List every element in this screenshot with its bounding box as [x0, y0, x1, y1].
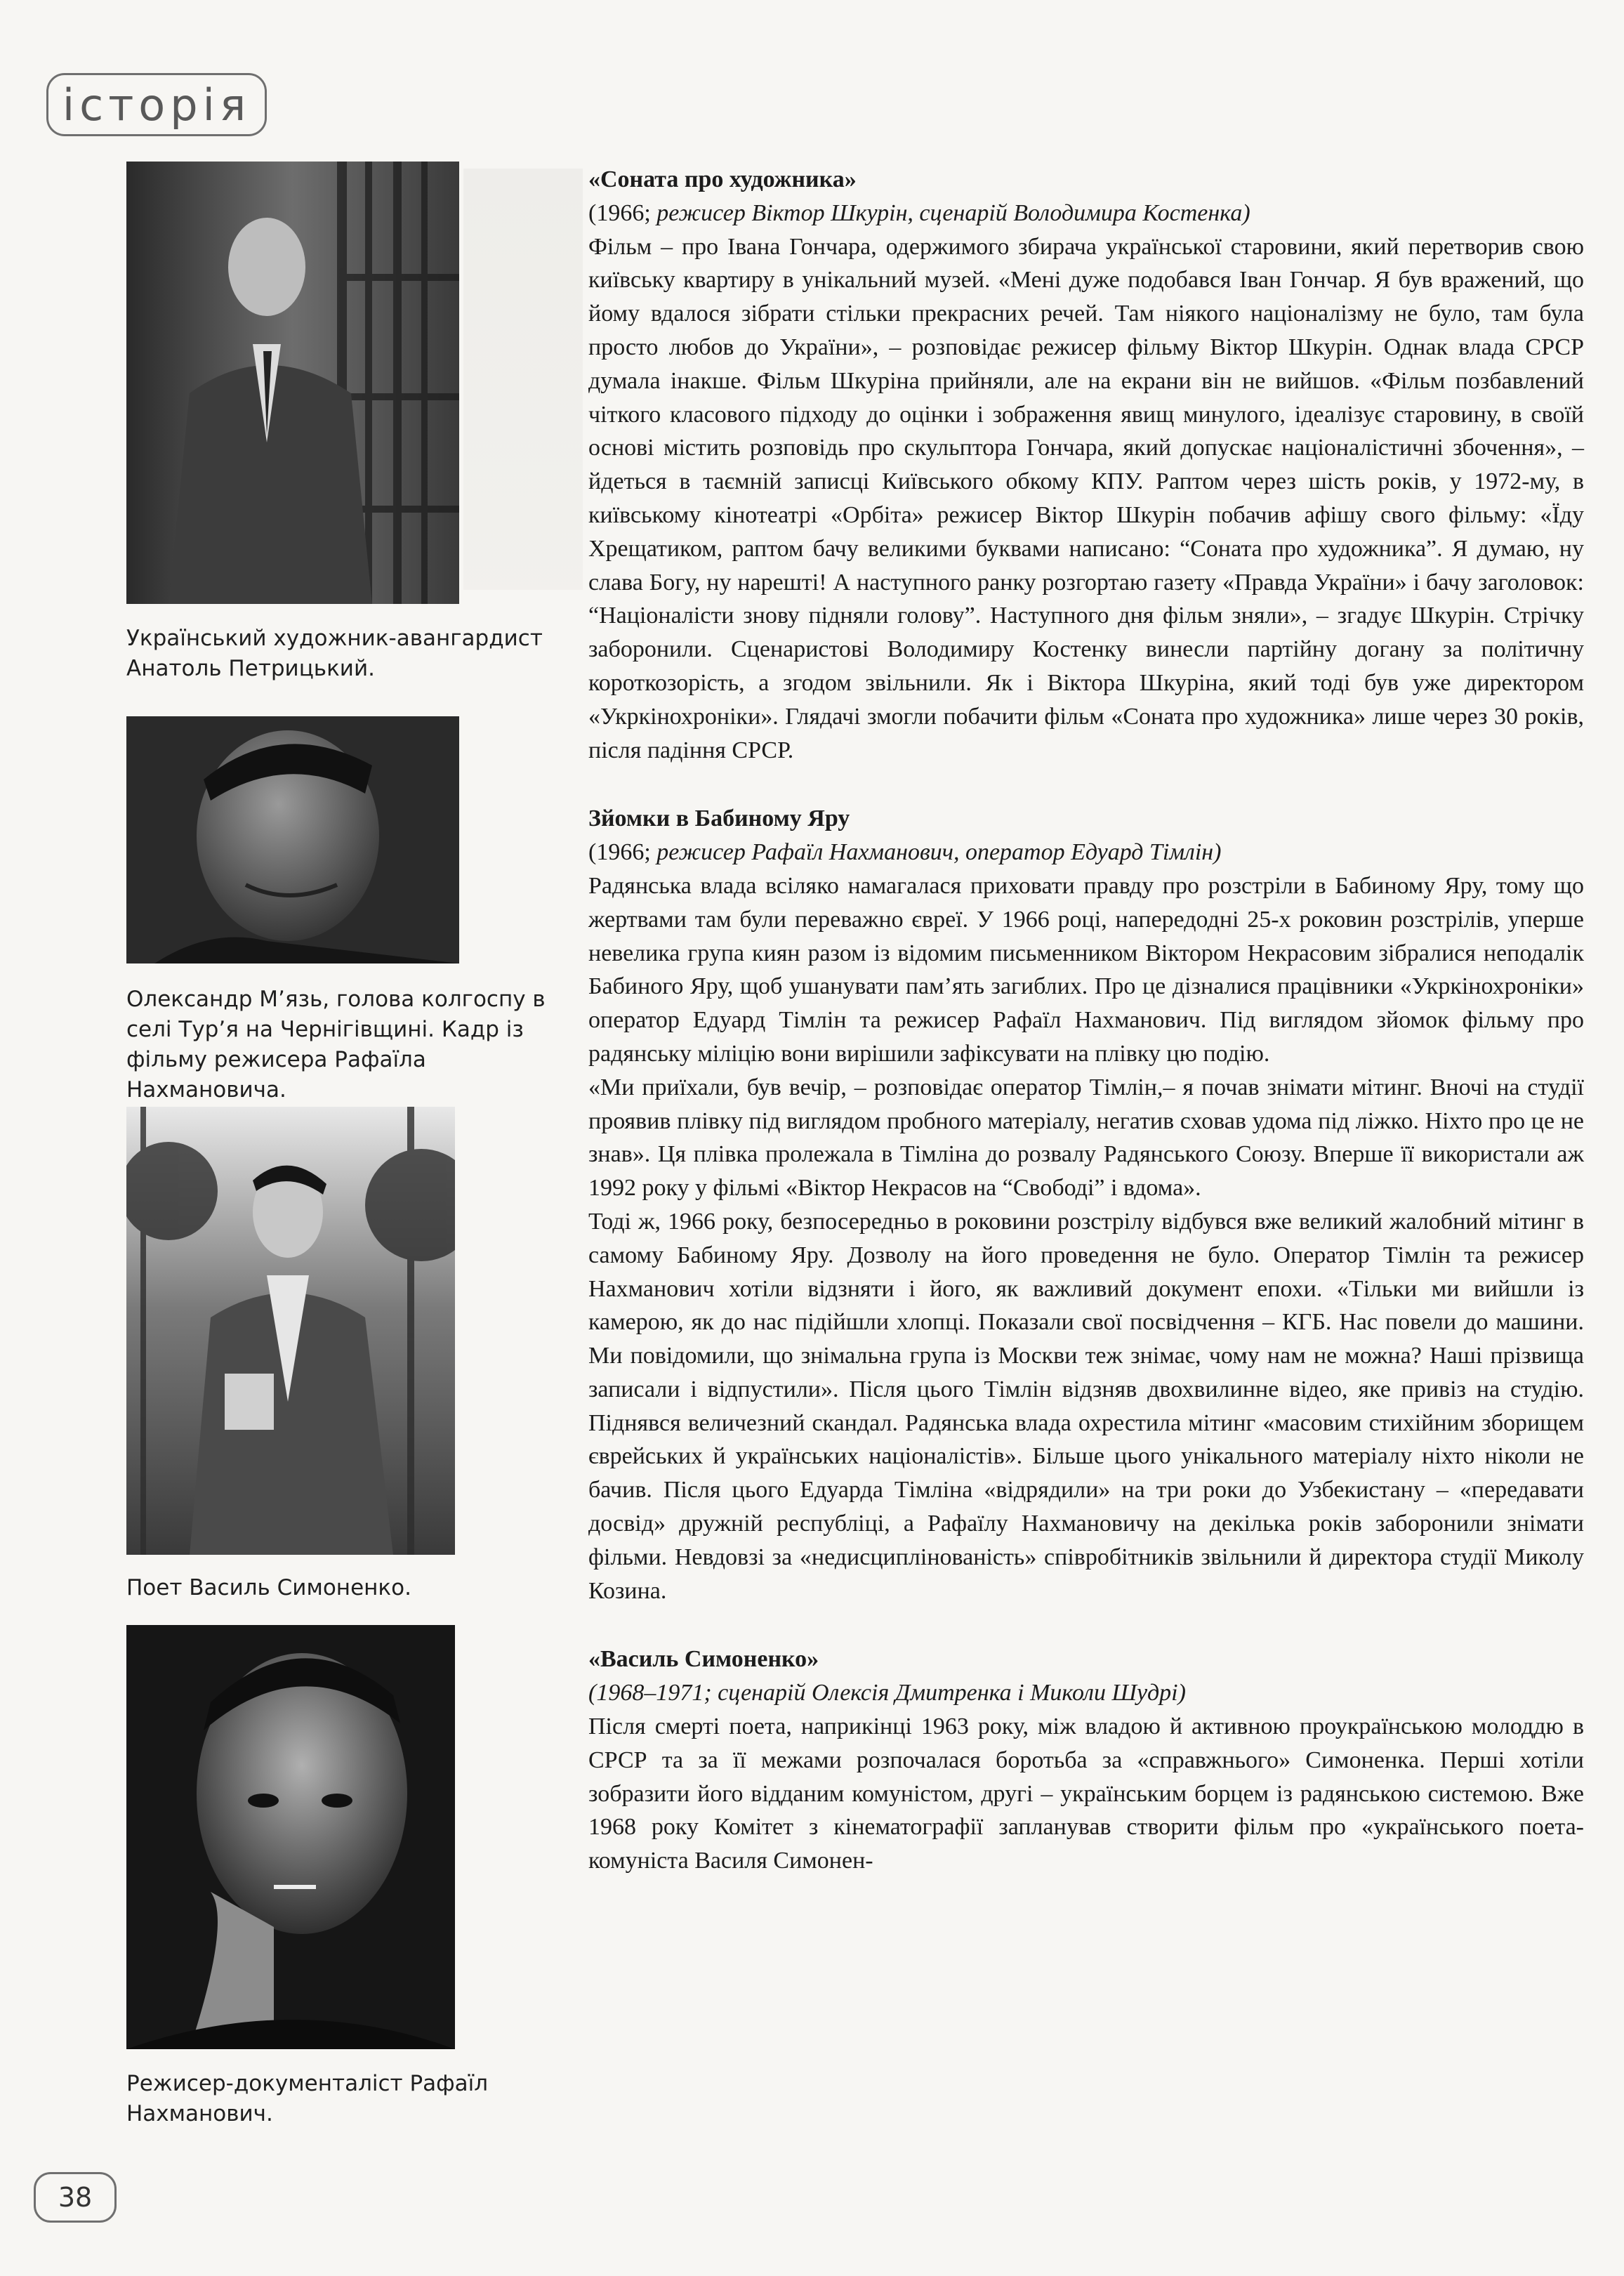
photo-symonenko [126, 1107, 455, 1555]
page-number-text: 38 [58, 2182, 93, 2213]
article-title: «Василь Симоненко» [588, 1646, 819, 1673]
caption-photo-1: Український художник-авангардист Анатоль Петрицький. [126, 626, 543, 681]
photo-myaz [126, 716, 459, 963]
credits-crew: режисер Віктор Шкурін, сценарій Володимира Костенка) [656, 199, 1250, 226]
caption-photo-3: Поет Василь Симоненко. [126, 1575, 411, 1600]
article-paragraph: Фільм – про Івана Гончара, одержимого збирача української старовини, який перетворив свою київську квартиру в унікальний музей. «Мені дуже подобався Іван Гончар. Я був вражений, що йому вдалося зібрати стільки прекрасних речей. Там ніякого націоналізму не було, там була просто любов до України», – розповідає режисер фільму Віктор Шкурін. Однак влада СРСР думала інакше. Фільм Шкуріна прийняли, але на екрани він не вийшов. «Фільм позбавлений чіткого класового підходу до оцінки і зображення явищ минулого, ідеалізує старовину, в своїй основі містить розповідь про скульптора Гончара, який допускає націоналістичні збочення», – йдеться в таємній записці Київського обкому КПУ. Раптом через шість років, у 1972-му, в київському кінотеатрі «Орбіта» режисер Віктор Шкурін побачив афішу свого фільму: «Їду Хрещатиком, раптом бачу великими буквами написано: “Соната про художника”. Я думаю, ну слава Богу, ну нарешті! А наступного ранку розгортаю газету «Правда України» і бачу заголовок: “Націоналісти знову підняли голову”. Наступного дня фільм зняли», – згадує Шкурін. Стрічку заборонили. Сценаристові Володимиру Костенку винесли партійну догану за політичну короткозорість, а згодом звільнили. Як і Віктора Шкуріна, який тоді був уже директором «Укркінохроніки». Глядачі змогли побачити фільм «Соната про художника» лише через 30 років, після падіння СРСР. [588, 233, 1584, 763]
article-title: Зйомки в Бабиному Яру [588, 805, 850, 832]
photo-petrytsky [126, 162, 459, 604]
article-paragraph: Тоді ж, 1966 року, безпосередньо в роковини розстрілу відбувся вже великий жалобний мітинг в самому Бабиному Яру. Дозволу на його проведення не було. Оператор Тімлін та режисер Нахманович хотіли відзняти і його, як важливий документ епохи. «Тільки ми вийшли із камерою, як до нас підійшли хлопці. Показали свої посвідчення – КГБ. Нас повели до машини. Ми повідомили, що знімальна група із Москви теж знімає, чому нам не можна? Наші прізвища записали і відпустили». Після цього Тімлін відзняв двохвилинне відео, яке привіз на студію. Піднявся величезний скандал. Радянська влада охрестила мітинг «масовим стихійним зборищем єврейських й українських націоналістів». Більше цього унікального матеріалу ніхто ніколи не бачив. Після цього Едуарда Тімліна «відрядили» на три роки до Узбекистану – «передавати досвід» дружній республіці, а Рафаїлу Нахмановичу на декілька років заборонили знімати фільми. Невдовзі за «недисциплінованість» співробітників звільнили й директора студії Миколу Козина. [588, 1208, 1584, 1604]
main-text-column [588, 163, 1584, 1878]
bleed-through-decoration [463, 169, 583, 590]
article-credits [588, 836, 1584, 869]
credits-year: (1966; [588, 199, 657, 226]
article-sonata [588, 163, 1584, 767]
article-symonenko [588, 1643, 1584, 1878]
article-paragraph: «Ми приїхали, був вечір, – розповідає оператор Тімлін,– я почав знімати мітинг. Вночі на студії проявив плівку під виглядом пробного матеріалу, негатив сховав удома під ліжко. Ніхто про це не знав». Ця плівка пролежала в Тімліна до розвалу Радянського Союзу. Вперше її використали аж 1992 року у фільмі «Віктор Некрасов на “Свободі” і вдома». [588, 1074, 1584, 1202]
article-credits [588, 1676, 1584, 1710]
photo-nakhmanovych [126, 1625, 455, 2049]
article-paragraph: Після смерті поета, наприкінці 1963 року, між владою й активною проукраїнською молоддю в СРСР та за її межами розпочалася боротьба за «справжнього» Симоненка. Перші хотіли зобразити його відданим комуністом, другі – українським борцем із радянською системою. Вже 1968 року Комітет з кінематографії запланував створити фільм про «українського поета-комуніста Василя Симонен- [588, 1713, 1584, 1874]
credits-crew: режисер Рафаїл Нахманович, оператор Едуард Тімлін) [656, 839, 1222, 866]
article-babyn-yar [588, 802, 1584, 1607]
caption-photo-4: Режисер-документаліст Рафаїл Нахманович. [126, 2071, 489, 2126]
article-credits [588, 197, 1584, 230]
credits-year: (1966; [588, 839, 657, 866]
page-number [34, 2172, 117, 2223]
article-title: «Соната про художника» [588, 166, 857, 192]
section-title: історія [62, 79, 251, 131]
credits-crew: (1968–1971; сценарій Олексія Дмитренка і Миколи Шудрі) [588, 1680, 1186, 1706]
section-badge [46, 73, 267, 136]
article-paragraph: Радянська влада всіляко намагалася приховати правду про розстріли в Бабиному Яру, тому що жертвами там були переважно євреї. У 1966 році, напередодні 25-х роковин розстрілів, уперше невелика група киян разом із відомим письменником Віктором Некрасовим зібралися неподалік Бабиного Яру, щоб ушанувати пам’ять загиблих. Про це дізналися працівники «Укркінохроніки» оператор Едуард Тімлін та режисер Рафаїл Нахманович. Під виглядом зйомок фільму про радянську міліцію вони вирішили зафіксувати на плівку цю подію. [588, 872, 1584, 1067]
caption-photo-2: Олександр М’язь, голова колгоспу в селі Тур’я на Чернігівщині. Кадр із фільму режисера Рафаїла Нахмановича. [126, 987, 546, 1103]
